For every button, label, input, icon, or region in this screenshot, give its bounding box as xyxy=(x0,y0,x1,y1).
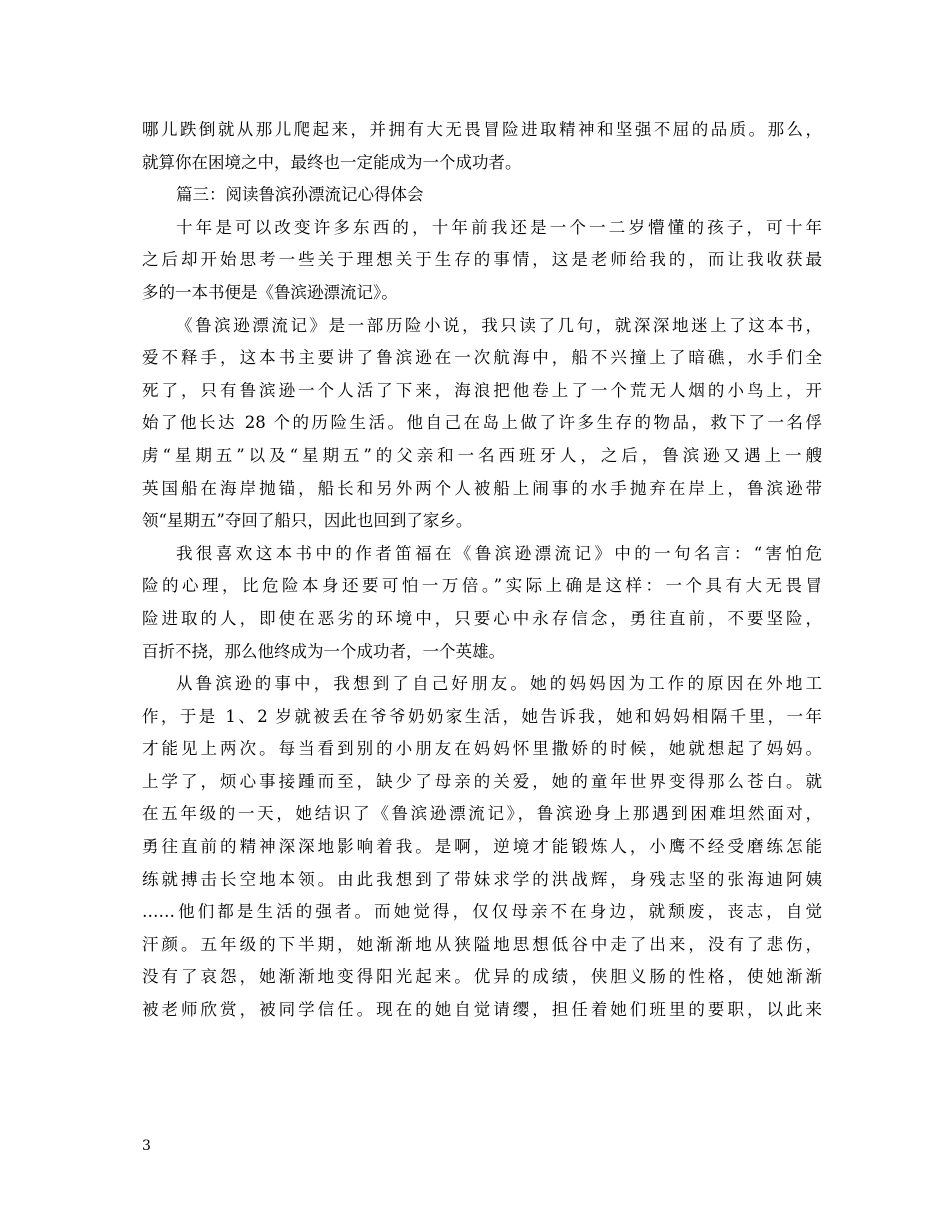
text-line: 我很喜欢这本书中的作者笛福在《鲁滨逊漂流记》中的一句名言：“害怕危 xyxy=(176,543,822,563)
text-line: 汗颜。五年级的下半期，她渐渐地从狭隘地思想低谷中走了出来，没有了悲伤， xyxy=(142,934,822,954)
text-line: 险进取的人，即使在恶劣的环境中，只要心中永存信念，勇往直前，不要坚险， xyxy=(142,608,822,628)
text-line: 在五年级的一天，她结识了《鲁滨逊漂流记》，鲁滨逊身上那遇到困难坦然面对， xyxy=(142,804,822,824)
text-line: 英国船在海岸抛锚，船长和另外两个人被船上闹事的水手抛弃在岸上，鲁滨逊带 xyxy=(142,478,822,498)
text-line: 才能见上两次。每当看到别的小朋友在妈妈怀里撒娇的时候，她就想起了妈妈。 xyxy=(142,739,822,759)
page-number: 3 xyxy=(142,1138,151,1154)
text-line: 勇往直前的精神深深地影响着我。是啊，逆境才能锻炼人，小鹰不经受磨练怎能 xyxy=(142,837,822,857)
text-line: 从鲁滨逊的事中，我想到了自己好朋友。她的妈妈因为工作的原因在外地工 xyxy=(176,674,822,694)
text-line: 死了，只有鲁滨逊一个人活了下来，海浪把他卷上了一个荒无人烟的小鸟上，开 xyxy=(142,380,822,400)
text-line: 篇三：阅读鲁滨孙漂流记心得体会 xyxy=(176,185,424,205)
text-line: 《鲁滨逊漂流记》是一部历险小说，我只读了几句，就深深地迷上了这本书， xyxy=(176,315,822,335)
text-line: 险的心理，比危险本身还要可怕一万倍。”实际上确是这样：一个具有大无畏冒 xyxy=(142,576,822,596)
text-line: ……他们都是生活的强者。而她觉得，仅仅母亲不在身边，就颓废，丧志，自觉 xyxy=(142,902,822,922)
text-line: 练就搏击长空地本领。由此我想到了带妹求学的洪战辉，身残志坚的张海迪阿姨 xyxy=(142,869,822,889)
text-line: 上学了，烦心事接踵而至，缺少了母亲的关爱，她的童年世界变得那么苍白。就 xyxy=(142,771,822,791)
text-line: 爱不释手，这本书主要讲了鲁滨逊在一次航海中，船不兴撞上了暗礁，水手们全 xyxy=(142,348,822,368)
text-line: 没有了哀怨，她渐渐地变得阳光起来。优异的成绩，侠胆义肠的性格，使她渐渐 xyxy=(142,967,822,987)
text-line: 之后却开始思考一些关于理想关于生存的事情，这是老师给我的，而让我收获最 xyxy=(142,250,822,270)
text-line: 领“星期五”夺回了船只，因此也回到了家乡。 xyxy=(142,511,473,531)
text-line: 十年是可以改变许多东西的，十年前我还是一个一二岁懵懂的孩子，可十年 xyxy=(176,217,822,237)
text-line: 就算你在困境之中，最终也一定能成为一个成功者。 xyxy=(142,152,522,172)
text-line: 被老师欣赏，被同学信任。现在的她自觉请缨，担任着她们班里的要职，以此来 xyxy=(142,1000,822,1020)
text-line: 哪儿跌倒就从那儿爬起来，并拥有大无畏冒险进取精神和坚强不屈的品质。那么， xyxy=(142,120,822,139)
text-line: 百折不挠，那么他终成为一个成功者，一个英雄。 xyxy=(142,641,505,661)
text-line: 多的一本书便是《鲁滨逊漂流记》。 xyxy=(142,282,398,302)
text-line: 作，于是 1、2 岁就被丢在爷爷奶奶家生活，她告诉我，她和妈妈相隔千里，一年 xyxy=(142,706,822,726)
text-line: 虏“星期五”以及“星期五”的父亲和一名西班牙人，之后，鲁滨逊又遇上一艘 xyxy=(142,445,822,465)
text-line: 始了他长达 28 个的历险生活。他自己在岛上做了许多生存的物品，救下了一名俘 xyxy=(142,413,822,433)
body-text xyxy=(142,114,822,1027)
